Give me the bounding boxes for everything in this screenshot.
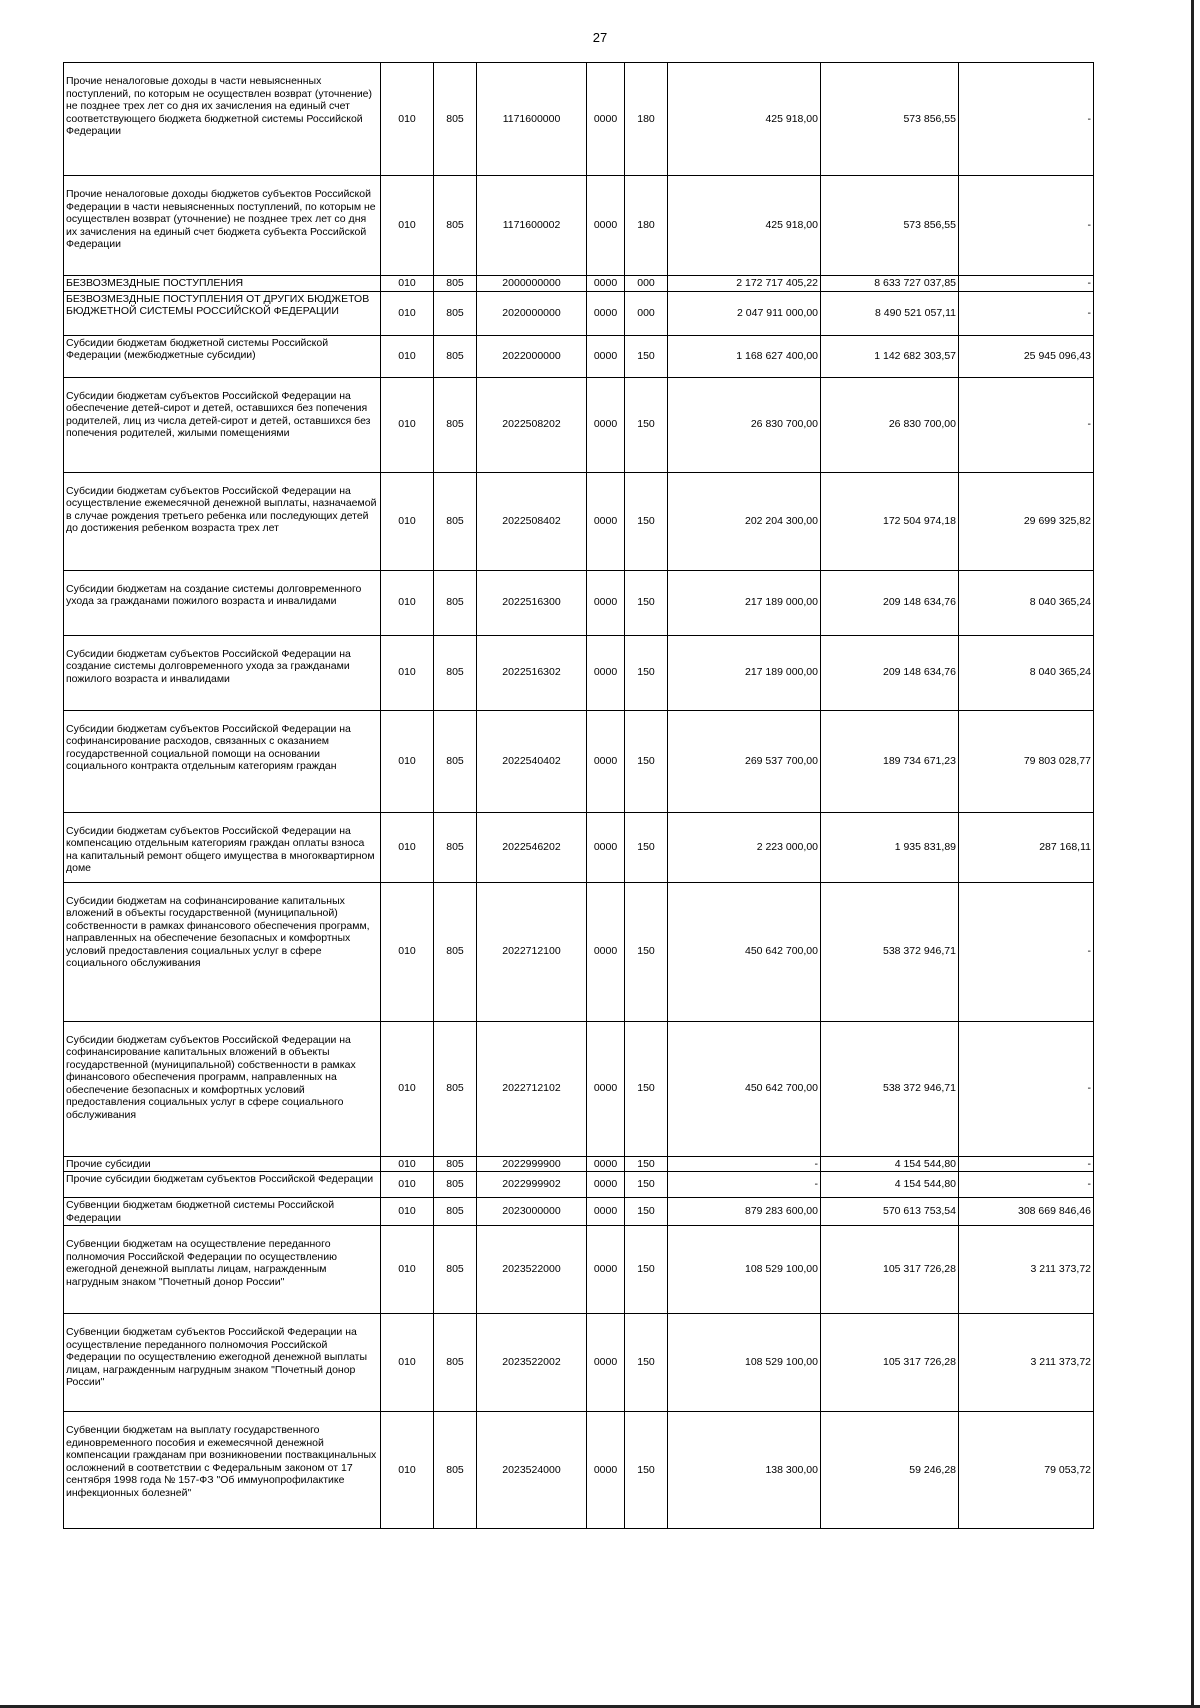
- cell-c3: 2022516302: [477, 635, 587, 710]
- cell-c3: 2022999902: [477, 1172, 587, 1198]
- table-row: [64, 570, 1094, 635]
- cell-c1: 010: [381, 335, 434, 377]
- cell-plan: 2 223 000,00: [668, 812, 821, 882]
- table-row: [64, 1198, 1094, 1226]
- cell-c4: 0000: [587, 335, 625, 377]
- cell-c1: 010: [381, 812, 434, 882]
- table-row: [64, 882, 1094, 1021]
- cell-c1: 010: [381, 1156, 434, 1172]
- cell-plan: 108 529 100,00: [668, 1226, 821, 1314]
- cell-plan: 450 642 700,00: [668, 882, 821, 1021]
- cell-c2: 805: [434, 570, 477, 635]
- cell-c5: 180: [625, 63, 668, 176]
- cell-desc: Субсидии бюджетам субъектов Российской Федерации на компенсацию отдельным категориям граждан оплаты взноса на капитальный ремонт общего имущества в многоквартирном доме: [64, 812, 381, 882]
- cell-fact: 105 317 726,28: [821, 1226, 959, 1314]
- cell-c1: 010: [381, 276, 434, 292]
- cell-rest: 8 040 365,24: [959, 635, 1094, 710]
- cell-desc: Прочие неналоговые доходы в части невыясненных поступлений, по которым не осуществлен возврат (уточнение) не позднее трех лет со дня их зачисления на единый счет соответствующего бюджета бюджетной системы Российской Федерации: [64, 63, 381, 176]
- cell-c1: 010: [381, 472, 434, 570]
- cell-c5: 150: [625, 1172, 668, 1198]
- cell-fact: 1 142 682 303,57: [821, 335, 959, 377]
- cell-desc: Субсидии бюджетам субъектов Российской Федерации на создание системы долговременного ухода за гражданами пожилого возраста и инвалидами: [64, 635, 381, 710]
- cell-rest: 25 945 096,43: [959, 335, 1094, 377]
- cell-c2: 805: [434, 882, 477, 1021]
- cell-c2: 805: [434, 1412, 477, 1529]
- cell-fact: 573 856,55: [821, 63, 959, 176]
- cell-rest: 308 669 846,46: [959, 1198, 1094, 1226]
- cell-c4: 0000: [587, 1314, 625, 1412]
- cell-plan: -: [668, 1156, 821, 1172]
- cell-c2: 805: [434, 63, 477, 176]
- cell-c1: 010: [381, 377, 434, 472]
- cell-desc: Субсидии бюджетам субъектов Российской Федерации на софинансирование капитальных вложений в объекты государственной (муниципальной) собственности в рамках финансового обеспечения программ, направленных на обеспечение безопасных и комфортных условий предоставления социальных услуг в сфере социального обслуживания: [64, 1021, 381, 1156]
- cell-c4: 0000: [587, 276, 625, 292]
- page-number: 27: [592, 30, 608, 45]
- cell-c2: 805: [434, 377, 477, 472]
- cell-rest: 79 053,72: [959, 1412, 1094, 1529]
- cell-desc: Прочие субсидии бюджетам субъектов Российской Федерации: [64, 1172, 381, 1198]
- cell-c4: 0000: [587, 472, 625, 570]
- cell-rest: 3 211 373,72: [959, 1226, 1094, 1314]
- cell-rest: -: [959, 63, 1094, 176]
- cell-plan: 450 642 700,00: [668, 1021, 821, 1156]
- cell-c5: 000: [625, 276, 668, 292]
- cell-c1: 010: [381, 710, 434, 812]
- cell-c3: 2023522002: [477, 1314, 587, 1412]
- cell-c1: 010: [381, 1198, 434, 1226]
- table-row: [64, 1156, 1094, 1172]
- cell-desc: Субсидии бюджетам бюджетной системы Российской Федерации (межбюджетные субсидии): [64, 335, 381, 377]
- cell-c3: 2023522000: [477, 1226, 587, 1314]
- cell-c3: 2022516300: [477, 570, 587, 635]
- cell-c5: 180: [625, 176, 668, 276]
- cell-desc: Прочие неналоговые доходы бюджетов субъектов Российской Федерации в части невыясненных поступлений, по которым не осуществлен возврат (уточнение) не позднее трех лет со дня их зачисления на единый счет бюджета субъекта Российской Федерации: [64, 176, 381, 276]
- cell-plan: 1 168 627 400,00: [668, 335, 821, 377]
- cell-desc: Субсидии бюджетам субъектов Российской Федерации на осуществление ежемесячной денежной выплаты, назначаемой в случае рождения третьего ребенка или последующих детей до достижения ребенком возраста трех лет: [64, 472, 381, 570]
- cell-c3: 2022508402: [477, 472, 587, 570]
- cell-desc: Субвенции бюджетам на выплату государственного единовременного пособия и ежемесячной денежной компенсации гражданам при возникновении поствакцинальных осложнений в соответствии с Федеральным законом от 17 сентября 1998 года № 157-ФЗ "Об иммунопрофилактике инфекционных болезней": [64, 1412, 381, 1529]
- cell-c2: 805: [434, 710, 477, 812]
- cell-c4: 0000: [587, 1172, 625, 1198]
- cell-c2: 805: [434, 1021, 477, 1156]
- table-row: [64, 1021, 1094, 1156]
- table-row: [64, 1314, 1094, 1412]
- table-row: [64, 812, 1094, 882]
- cell-c4: 0000: [587, 1226, 625, 1314]
- cell-c3: 2000000000: [477, 276, 587, 292]
- cell-plan: 202 204 300,00: [668, 472, 821, 570]
- cell-plan: 879 283 600,00: [668, 1198, 821, 1226]
- cell-c5: 150: [625, 377, 668, 472]
- cell-rest: 29 699 325,82: [959, 472, 1094, 570]
- table-row: [64, 63, 1094, 176]
- cell-c4: 0000: [587, 1156, 625, 1172]
- cell-c3: 2022712102: [477, 1021, 587, 1156]
- cell-c2: 805: [434, 812, 477, 882]
- cell-c4: 0000: [587, 710, 625, 812]
- cell-c5: 150: [625, 882, 668, 1021]
- cell-rest: 3 211 373,72: [959, 1314, 1094, 1412]
- cell-c5: 150: [625, 710, 668, 812]
- cell-c4: 0000: [587, 291, 625, 335]
- cell-c3: 2023000000: [477, 1198, 587, 1226]
- cell-plan: 217 189 000,00: [668, 635, 821, 710]
- table-row: [64, 635, 1094, 710]
- cell-c5: 150: [625, 335, 668, 377]
- cell-c1: 010: [381, 63, 434, 176]
- cell-c1: 010: [381, 1021, 434, 1156]
- cell-fact: 573 856,55: [821, 176, 959, 276]
- cell-c2: 805: [434, 1314, 477, 1412]
- cell-c2: 805: [434, 1198, 477, 1226]
- cell-c3: 2022712100: [477, 882, 587, 1021]
- cell-c4: 0000: [587, 377, 625, 472]
- cell-rest: -: [959, 377, 1094, 472]
- cell-desc: БЕЗВОЗМЕЗДНЫЕ ПОСТУПЛЕНИЯ: [64, 276, 381, 292]
- cell-c2: 805: [434, 472, 477, 570]
- cell-fact: 538 372 946,71: [821, 882, 959, 1021]
- revenue-table: [63, 62, 1094, 1529]
- cell-c4: 0000: [587, 882, 625, 1021]
- cell-c5: 150: [625, 1198, 668, 1226]
- cell-c1: 010: [381, 1412, 434, 1529]
- cell-fact: 26 830 700,00: [821, 377, 959, 472]
- cell-c5: 150: [625, 1021, 668, 1156]
- cell-c3: 2022546202: [477, 812, 587, 882]
- cell-c3: 2022999900: [477, 1156, 587, 1172]
- cell-plan: 138 300,00: [668, 1412, 821, 1529]
- cell-c5: 150: [625, 812, 668, 882]
- cell-plan: -: [668, 1172, 821, 1198]
- cell-c2: 805: [434, 1226, 477, 1314]
- cell-desc: Субвенции бюджетам бюджетной системы Российской Федерации: [64, 1198, 381, 1226]
- cell-c1: 010: [381, 1172, 434, 1198]
- cell-c5: 150: [625, 570, 668, 635]
- cell-fact: 189 734 671,23: [821, 710, 959, 812]
- cell-fact: 209 148 634,76: [821, 570, 959, 635]
- cell-rest: -: [959, 291, 1094, 335]
- cell-c2: 805: [434, 635, 477, 710]
- cell-fact: 172 504 974,18: [821, 472, 959, 570]
- table-row: [64, 710, 1094, 812]
- table-row: [64, 1172, 1094, 1198]
- cell-c5: 150: [625, 1314, 668, 1412]
- scan-edge-right: [1191, 0, 1194, 1708]
- cell-fact: 1 935 831,89: [821, 812, 959, 882]
- cell-plan: 2 047 911 000,00: [668, 291, 821, 335]
- cell-c5: 150: [625, 472, 668, 570]
- cell-c3: 2020000000: [477, 291, 587, 335]
- cell-rest: -: [959, 176, 1094, 276]
- table-row: [64, 276, 1094, 292]
- cell-fact: 4 154 544,80: [821, 1172, 959, 1198]
- cell-rest: -: [959, 1172, 1094, 1198]
- cell-c2: 805: [434, 1172, 477, 1198]
- cell-c5: 150: [625, 1156, 668, 1172]
- cell-desc: Прочие субсидии: [64, 1156, 381, 1172]
- cell-c5: 150: [625, 1226, 668, 1314]
- cell-rest: 8 040 365,24: [959, 570, 1094, 635]
- cell-c4: 0000: [587, 1412, 625, 1529]
- cell-desc: Субсидии бюджетам субъектов Российской Федерации на обеспечение детей-сирот и детей, оставшихся без попечения родителей, лиц из числа детей-сирот и детей, оставшихся без попечения родителей, жилыми помещениями: [64, 377, 381, 472]
- table-row: [64, 1412, 1094, 1529]
- cell-plan: 269 537 700,00: [668, 710, 821, 812]
- cell-c4: 0000: [587, 1198, 625, 1226]
- cell-c1: 010: [381, 635, 434, 710]
- cell-plan: 2 172 717 405,22: [668, 276, 821, 292]
- cell-rest: -: [959, 1156, 1094, 1172]
- cell-desc: Субсидии бюджетам на софинансирование капитальных вложений в объекты государственной (муниципальной) собственности в рамках финансового обеспечения программ, направленных на обеспечение безопасных и комфортных условий предоставления социальных услуг в сфере социального обслуживания: [64, 882, 381, 1021]
- table-row: [64, 1226, 1094, 1314]
- cell-c4: 0000: [587, 63, 625, 176]
- cell-c3: 2022000000: [477, 335, 587, 377]
- cell-c5: 150: [625, 1412, 668, 1529]
- cell-desc: Субвенции бюджетам субъектов Российской Федерации на осуществление переданного полномочия Российской Федерации по осуществлению ежегодной денежной выплаты лицам, награжденным нагрудным знаком "Почетный донор России": [64, 1314, 381, 1412]
- cell-c2: 805: [434, 291, 477, 335]
- cell-fact: 8 633 727 037,85: [821, 276, 959, 292]
- table-row: [64, 335, 1094, 377]
- table-body: [64, 63, 1094, 1529]
- cell-c2: 805: [434, 335, 477, 377]
- cell-plan: 108 529 100,00: [668, 1314, 821, 1412]
- table-row: [64, 291, 1094, 335]
- cell-rest: 287 168,11: [959, 812, 1094, 882]
- cell-c1: 010: [381, 1226, 434, 1314]
- cell-fact: 8 490 521 057,11: [821, 291, 959, 335]
- table-row: [64, 176, 1094, 276]
- cell-c2: 805: [434, 276, 477, 292]
- cell-rest: -: [959, 276, 1094, 292]
- cell-plan: 26 830 700,00: [668, 377, 821, 472]
- cell-fact: 209 148 634,76: [821, 635, 959, 710]
- cell-c5: 000: [625, 291, 668, 335]
- cell-fact: 570 613 753,54: [821, 1198, 959, 1226]
- table-row: [64, 472, 1094, 570]
- cell-c4: 0000: [587, 812, 625, 882]
- cell-c1: 010: [381, 1314, 434, 1412]
- cell-c1: 010: [381, 291, 434, 335]
- cell-c4: 0000: [587, 570, 625, 635]
- cell-c1: 010: [381, 176, 434, 276]
- cell-c2: 805: [434, 1156, 477, 1172]
- cell-fact: 538 372 946,71: [821, 1021, 959, 1156]
- cell-plan: 425 918,00: [668, 63, 821, 176]
- cell-c3: 1171600000: [477, 63, 587, 176]
- cell-plan: 217 189 000,00: [668, 570, 821, 635]
- cell-fact: 4 154 544,80: [821, 1156, 959, 1172]
- cell-c4: 0000: [587, 176, 625, 276]
- cell-c1: 010: [381, 570, 434, 635]
- cell-c4: 0000: [587, 1021, 625, 1156]
- cell-desc: Субсидии бюджетам субъектов Российской Федерации на софинансирование расходов, связанных с оказанием государственной социальной помощи на основании социального контракта отдельным категориям граждан: [64, 710, 381, 812]
- cell-desc: БЕЗВОЗМЕЗДНЫЕ ПОСТУПЛЕНИЯ ОТ ДРУГИХ БЮДЖЕТОВ БЮДЖЕТНОЙ СИСТЕМЫ РОССИЙСКОЙ ФЕДЕРАЦИИ: [64, 291, 381, 335]
- cell-fact: 105 317 726,28: [821, 1314, 959, 1412]
- cell-rest: 79 803 028,77: [959, 710, 1094, 812]
- cell-c2: 805: [434, 176, 477, 276]
- cell-c3: 2023524000: [477, 1412, 587, 1529]
- cell-fact: 59 246,28: [821, 1412, 959, 1529]
- cell-rest: -: [959, 882, 1094, 1021]
- cell-c3: 1171600002: [477, 176, 587, 276]
- cell-c3: 2022508202: [477, 377, 587, 472]
- cell-rest: -: [959, 1021, 1094, 1156]
- cell-c4: 0000: [587, 635, 625, 710]
- cell-c5: 150: [625, 635, 668, 710]
- cell-plan: 425 918,00: [668, 176, 821, 276]
- cell-desc: Субсидии бюджетам на создание системы долговременного ухода за гражданами пожилого возраста и инвалидами: [64, 570, 381, 635]
- cell-desc: Субвенции бюджетам на осуществление переданного полномочия Российской Федерации по осуществлению ежегодной денежной выплаты лицам, награжденным нагрудным знаком "Почетный донор России": [64, 1226, 381, 1314]
- cell-c3: 2022540402: [477, 710, 587, 812]
- cell-c1: 010: [381, 882, 434, 1021]
- table-row: [64, 377, 1094, 472]
